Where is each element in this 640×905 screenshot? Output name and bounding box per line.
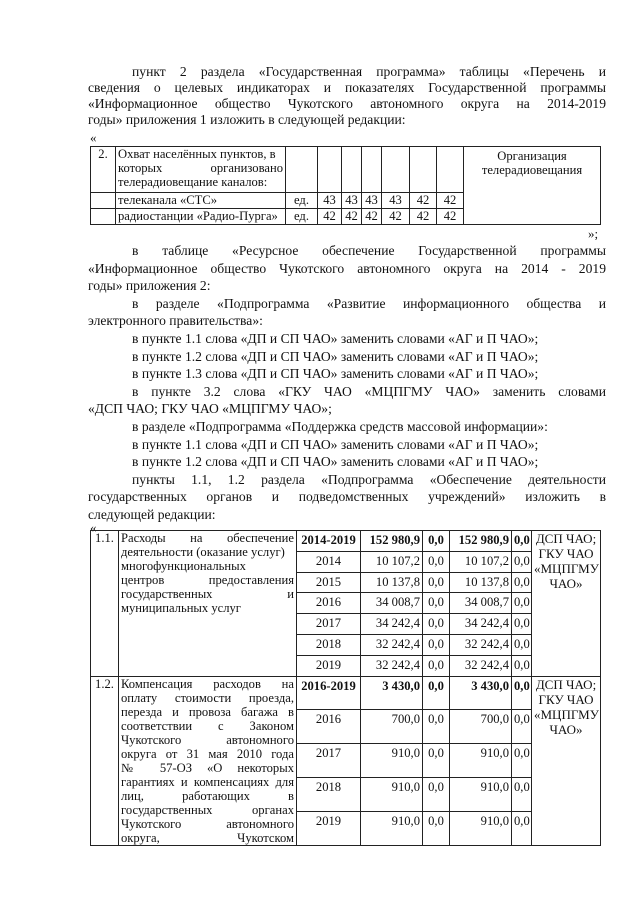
t2-cell-a: 0,0: [423, 744, 450, 778]
body-line: следующей редакции:: [88, 506, 216, 522]
body-line: в таблице «Ресурсное обеспечение Государственной программы: [132, 243, 606, 258]
t2-cell-a: 0,0: [423, 572, 450, 593]
t2-cell-b: 910,0: [450, 744, 512, 778]
body-line: в разделе «Подпрограмма «Поддержка средств массовой информации»:: [132, 418, 548, 434]
body-line: в пункте 1.1 слова «ДП и СП ЧАО» заменить словами «АГ и П ЧАО»;: [132, 436, 539, 452]
t2-cell-c: 0,0: [512, 710, 532, 744]
t2-cell-total: 34 242,4: [361, 614, 423, 635]
t2-cell-a: 0,0: [423, 531, 450, 552]
t2-cell-total: 910,0: [361, 811, 423, 845]
quote-open: «: [90, 130, 97, 145]
t2-cell-c: 0,0: [512, 777, 532, 811]
body-line: в пункте 1.2 слова «ДП и СП ЧАО» заменить словами «АГ и П ЧАО»;: [132, 454, 539, 470]
t2-cell-total: 32 242,4: [361, 655, 423, 676]
body-line: в разделе «Подпрограмма «Развитие информационного общества и: [132, 295, 606, 311]
intro-line: пункт 2 раздела «Государственная программа» таблицы «Перечень и: [132, 64, 606, 79]
t2-cell-total: 700,0: [361, 710, 423, 744]
t2-cell-total: 152 980,9: [361, 531, 423, 552]
t1-row-label: телеканала «СТС»: [116, 193, 286, 209]
t2-description: Расходы на обеспечение деятельности (оказание услуг) многофункциональных центров предоставления государственных и муниципальных услуг: [119, 531, 297, 677]
t2-cell-total: 32 242,4: [361, 634, 423, 655]
t2-cell-a: 0,0: [423, 676, 450, 710]
t2-num: 1.1.: [91, 531, 119, 677]
t2-cell-period: 2016-2019: [297, 676, 361, 710]
t2-cell-a: 0,0: [423, 710, 450, 744]
quote-open-2: «: [90, 520, 97, 535]
t2-executor: ДСП ЧАО; ГКУ ЧАО «МЦПГМУ ЧАО»: [532, 531, 601, 677]
t2-num: 1.2.: [91, 676, 119, 845]
intro-line: годы» приложения 1 изложить в следующей редакции:: [88, 112, 406, 127]
body-line: «Информационное общество Чукотского автономного округа на 2014 - 2019: [88, 260, 606, 276]
t2-cell-total: 10 107,2: [361, 551, 423, 572]
t2-cell-period: 2017: [297, 744, 361, 778]
body-line: государственных органов и подведомственных учреждений» изложить в: [88, 489, 606, 505]
t2-cell-total: 34 008,7: [361, 593, 423, 614]
body-line: годы» приложения 2:: [88, 278, 211, 294]
t1-row-sts: телеканала «СТС» ед. 43 43 43 43 42 42: [91, 193, 601, 209]
t1-row-label: радиостанции «Радио-Пурга»: [116, 209, 286, 225]
body-line: электронного правительства»:: [88, 313, 263, 329]
body-line: «ДСП ЧАО; ГКУ ЧАО «МЦПГМУ ЧАО»;: [88, 401, 332, 417]
t2-cell-period: 2016: [297, 593, 361, 614]
body-line: в пункте 1.1 слова «ДП и СП ЧАО» заменить словами «АГ и П ЧАО»;: [132, 330, 539, 346]
t2-cell-total: 910,0: [361, 777, 423, 811]
t2-cell-b: 152 980,9: [450, 531, 512, 552]
intro-line: «Информационное общество Чукотского автономного округа на 2014-2019: [88, 96, 606, 111]
t2-cell-b: 910,0: [450, 777, 512, 811]
t2-cell-period: 2014-2019: [297, 531, 361, 552]
table-row: [91, 676, 601, 710]
body-line: в пункте 3.2 слова «ГКУ ЧАО «МЦПГМУ ЧАО» заменить словами: [132, 383, 606, 399]
t2-cell-period: 2015: [297, 572, 361, 593]
t1-num: 2.: [91, 147, 116, 193]
t2-cell-c: 0,0: [512, 531, 532, 552]
t2-cell-c: 0,0: [512, 811, 532, 845]
t2-cell-c: 0,0: [512, 551, 532, 572]
t2-cell-period: 2014: [297, 551, 361, 572]
t2-cell-b: 10 137,8: [450, 572, 512, 593]
t1-row-radio: радиостанции «Радио-Пурга» ед. 42 42 42 42 42 42: [91, 209, 601, 225]
t2-cell-period: 2019: [297, 655, 361, 676]
intro-line: сведения о целевых индикаторах и показателях Государственной программы: [88, 80, 606, 95]
t2-executor: ДСП ЧАО; ГКУ ЧАО «МЦПГМУ ЧАО»: [532, 676, 601, 845]
t2-cell-a: 0,0: [423, 811, 450, 845]
t2-cell-c: 0,0: [512, 614, 532, 635]
t2-cell-total: 10 137,8: [361, 572, 423, 593]
intro-paragraph: [88, 64, 606, 128]
table-row: [91, 531, 601, 552]
t2-cell-b: 3 430,0: [450, 676, 512, 710]
t2-cell-a: 0,0: [423, 777, 450, 811]
t2-cell-c: 0,0: [512, 593, 532, 614]
t2-cell-c: 0,0: [512, 676, 532, 710]
body-line: в пункте 1.3 слова «ДП и СП ЧАО» заменить словами «АГ и П ЧАО»;: [132, 366, 539, 382]
t2-cell-a: 0,0: [423, 634, 450, 655]
t2-cell-b: 700,0: [450, 710, 512, 744]
resources-table: [90, 530, 601, 846]
t2-cell-b: 34 242,4: [450, 614, 512, 635]
t2-cell-a: 0,0: [423, 655, 450, 676]
t2-cell-c: 0,0: [512, 744, 532, 778]
t2-cell-period: 2018: [297, 634, 361, 655]
t2-description: Компенсация расходов на оплату стоимости проезда, перезда и провоза багажа в соответствии с Законом Чукотского автономного округа от 31 мая 2010 года № 57-ОЗ «О некоторых гарантиях и компенсациях для лиц, работающих в государственных органах Чукотского автономного округа, Чукотском: [119, 676, 297, 845]
body-text: [88, 242, 606, 524]
body-line: в пункте 1.2 слова «ДП и СП ЧАО» заменить словами «АГ и П ЧАО»;: [132, 348, 539, 364]
t1-org: Организация телерадиовещания: [464, 147, 601, 225]
quote-close: »;: [588, 226, 599, 241]
t2-cell-period: 2019: [297, 811, 361, 845]
t2-cell-period: 2017: [297, 614, 361, 635]
t2-cell-period: 2018: [297, 777, 361, 811]
t2-cell-b: 32 242,4: [450, 634, 512, 655]
t2-cell-c: 0,0: [512, 572, 532, 593]
t1-name: Охват населённых пунктов, в которых организовано телерадиовещание каналов:: [116, 147, 286, 193]
t2-cell-total: 910,0: [361, 744, 423, 778]
t2-cell-a: 0,0: [423, 614, 450, 635]
t2-cell-a: 0,0: [423, 593, 450, 614]
t2-cell-total: 3 430,0: [361, 676, 423, 710]
t2-cell-c: 0,0: [512, 655, 532, 676]
body-line: пункты 1.1, 1.2 раздела «Подпрограмма «Обеспечение деятельности: [132, 471, 606, 487]
t2-cell-b: 34 008,7: [450, 593, 512, 614]
t2-cell-b: 10 107,2: [450, 551, 512, 572]
t2-cell-c: 0,0: [512, 634, 532, 655]
t2-cell-b: 910,0: [450, 811, 512, 845]
t2-cell-period: 2016: [297, 710, 361, 744]
t2-cell-a: 0,0: [423, 551, 450, 572]
t2-cell-b: 32 242,4: [450, 655, 512, 676]
indicators-table: [90, 146, 601, 225]
